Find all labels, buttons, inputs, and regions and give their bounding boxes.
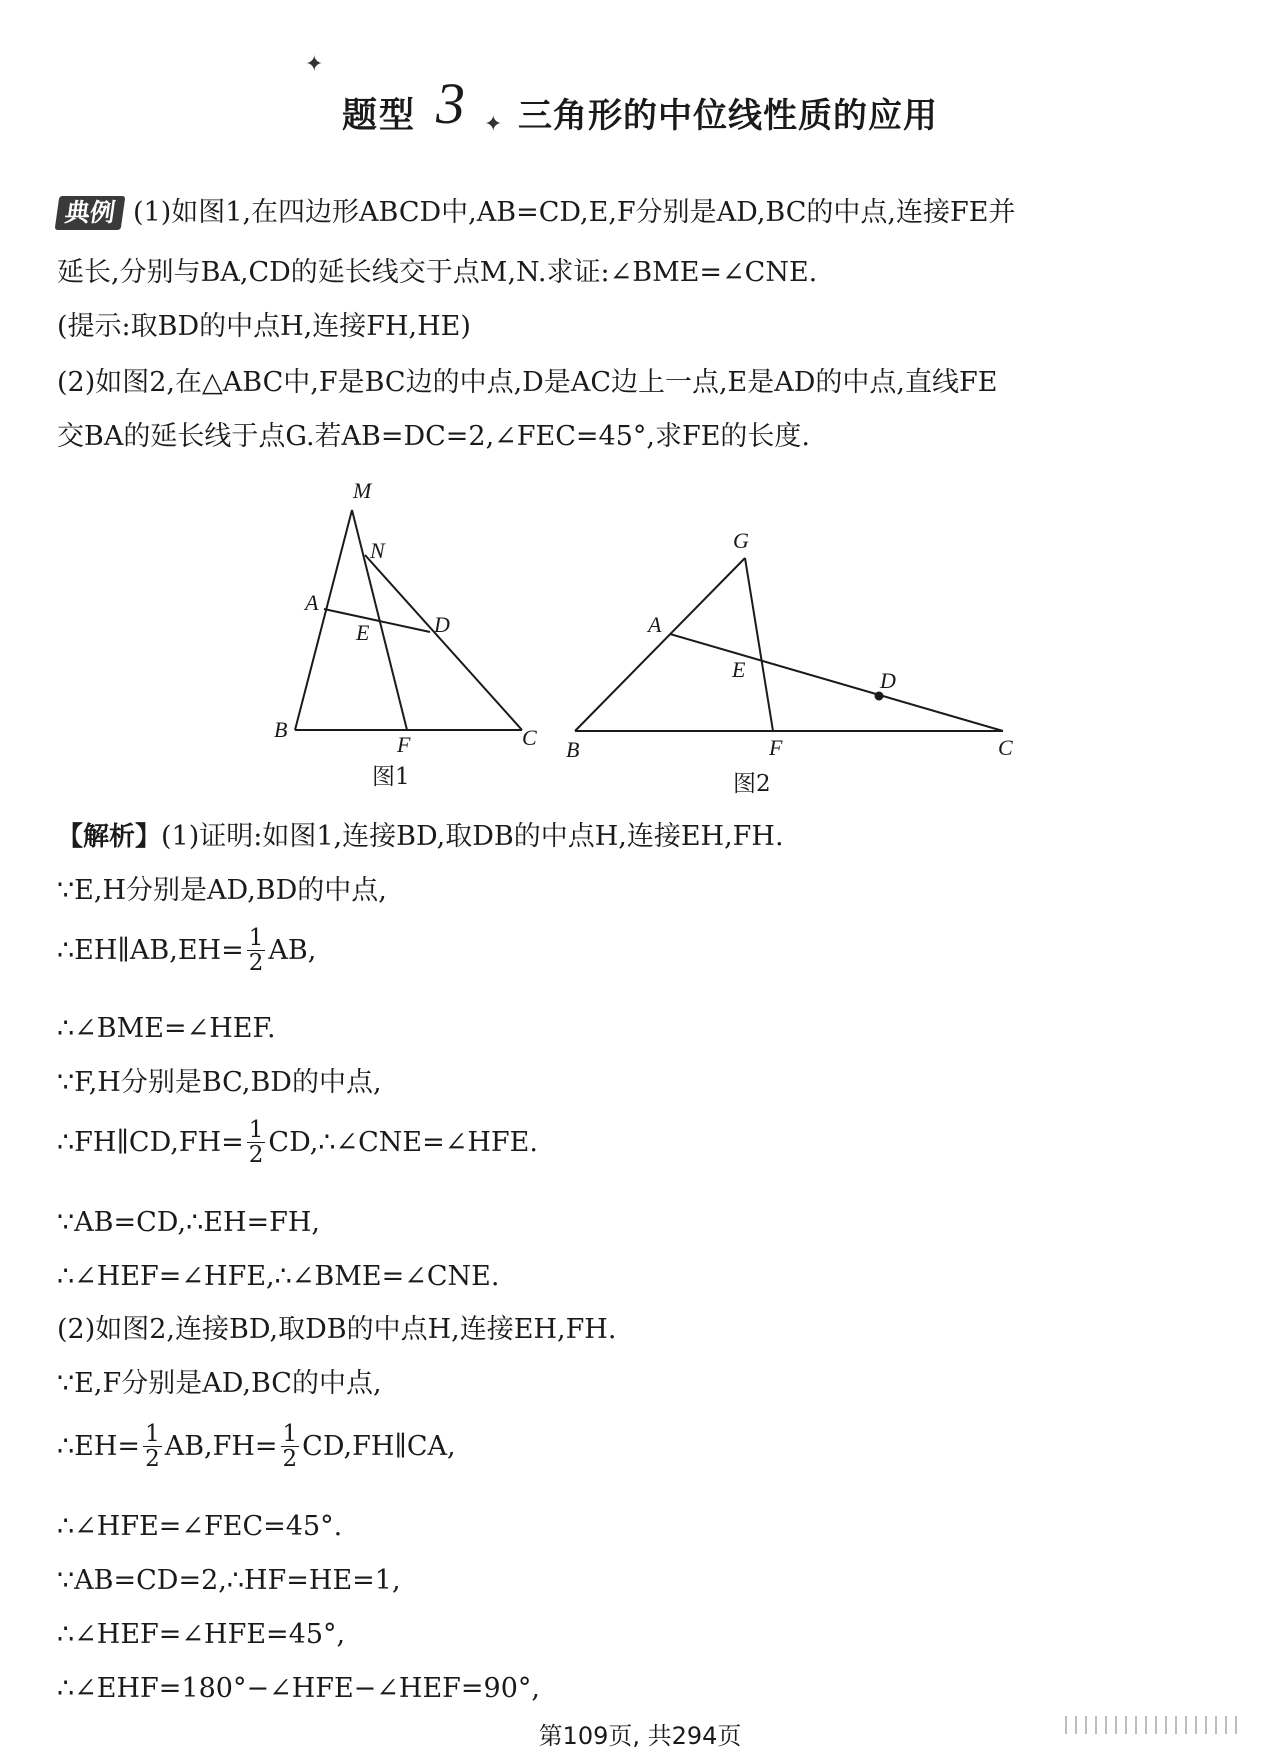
title-number: 3 <box>436 71 465 136</box>
figure-1 <box>260 470 560 757</box>
label-F: F <box>769 735 783 760</box>
example-badge: 典例 <box>55 196 126 230</box>
fraction-half: $\frac{1}{2}$ <box>248 925 264 976</box>
label-B: B <box>566 737 580 762</box>
label-N: N <box>370 538 385 563</box>
figure-2-caption: 图2 <box>733 771 771 797</box>
solution-line-15: ∴∠EHF=180°−∠HFE−∠HEF=90°, <box>57 1673 540 1704</box>
label-E: E <box>356 620 370 645</box>
label-D: D <box>434 612 450 637</box>
solution-line-13: ∵AB=CD=2,∴HF=HE=1, <box>57 1565 401 1596</box>
label-C: C <box>998 735 1013 760</box>
label-G: G <box>733 528 749 553</box>
question1-text: (1)如图1,在四边形ABCD中,AB=CD,E,F分别是AD,BC的中点,连接FE并 <box>133 197 1016 228</box>
fraction-half: $\frac{1}{2}$ <box>145 1421 160 1472</box>
label-D: D <box>880 668 896 693</box>
solution-line-12: ∴∠HFE=∠FEC=45°. <box>57 1511 343 1542</box>
solution-line-1 <box>57 820 784 854</box>
solution-line-8: ∴∠HEF=∠HFE,∴∠BME=∠CNE. <box>57 1261 500 1292</box>
section-title <box>0 52 1280 150</box>
label-A: A <box>305 590 319 615</box>
example-line-1 <box>57 196 1015 230</box>
solution-line-14: ∴∠HEF=∠HFE=45°, <box>57 1619 346 1650</box>
line-AC <box>670 634 1003 731</box>
label-A: A <box>648 612 662 637</box>
label-E: E <box>732 657 746 682</box>
fraction-half: $\frac{1}{2}$ <box>282 1421 298 1472</box>
sparkle-icon: ✦ <box>305 52 324 77</box>
label-C: C <box>522 725 537 750</box>
sparkle-icon: ✦ <box>484 112 503 137</box>
page-indicator: 第109页, 共294页 <box>538 1722 742 1750</box>
figure-2 <box>560 520 1020 764</box>
solution-line-10: ∵E,F分别是AD,BC的中点, <box>57 1368 382 1399</box>
solution-tag: 【解析】 <box>57 822 162 852</box>
solution-line-2: ∵E,H分别是AD,BD的中点, <box>57 875 387 906</box>
example-line-2: 延长,分别与BA,CD的延长线交于点M,N.求证:∠BME=∠CNE. <box>57 257 818 288</box>
figure-1-caption: 图1 <box>372 764 410 790</box>
line-GF <box>745 558 773 731</box>
title-part1: 题型 <box>342 96 417 136</box>
label-B: B <box>274 717 288 742</box>
figure-1-diagram <box>260 470 560 757</box>
question2-line-2: 交BA的延长线于点G.若AB=DC=2,∠FEC=45°,求FE的长度. <box>57 421 810 452</box>
fraction-half: $\frac{1}{2}$ <box>248 1117 264 1168</box>
solution-line-3: ∴EH∥AB,EH= $\frac{1}{2}$ AB, <box>57 925 317 976</box>
line-BG <box>575 558 745 731</box>
figure-2-diagram <box>560 520 1020 760</box>
solution-line-9: (2)如图2,连接BD,取DB的中点H,连接EH,FH. <box>57 1314 617 1345</box>
question2-line-1: (2)如图2,在△ABC中,F是BC边的中点,D是AC边上一点,E是AD的中点,直线FE <box>57 367 998 398</box>
solution-line-4: ∴∠BME=∠HEF. <box>57 1013 276 1044</box>
label-F: F <box>397 732 411 757</box>
solution-line-6: ∴FH∥CD,FH= $\frac{1}{2}$ CD,∴∠CNE=∠HFE. <box>57 1117 538 1168</box>
label-M: M <box>353 478 372 503</box>
solution-text: (1)证明:如图1,连接BD,取DB的中点H,连接EH,FH. <box>161 821 784 852</box>
title-part2: 三角形的中位线性质的应用 <box>518 96 938 136</box>
scrollbar-ticks-icon <box>1060 1710 1260 1740</box>
solution-line-11: ∴EH= $\frac{1}{2}$ AB,FH= $\frac{1}{2}$ CD,FH∥CA, <box>57 1421 456 1472</box>
solution-line-7: ∵AB=CD,∴EH=FH, <box>57 1207 320 1238</box>
example-hint: (提示:取BD的中点H,连接FH,HE) <box>57 311 471 342</box>
solution-line-5: ∵F,H分别是BC,BD的中点, <box>57 1067 382 1098</box>
line-NC <box>365 555 522 730</box>
line-BM <box>295 510 352 730</box>
